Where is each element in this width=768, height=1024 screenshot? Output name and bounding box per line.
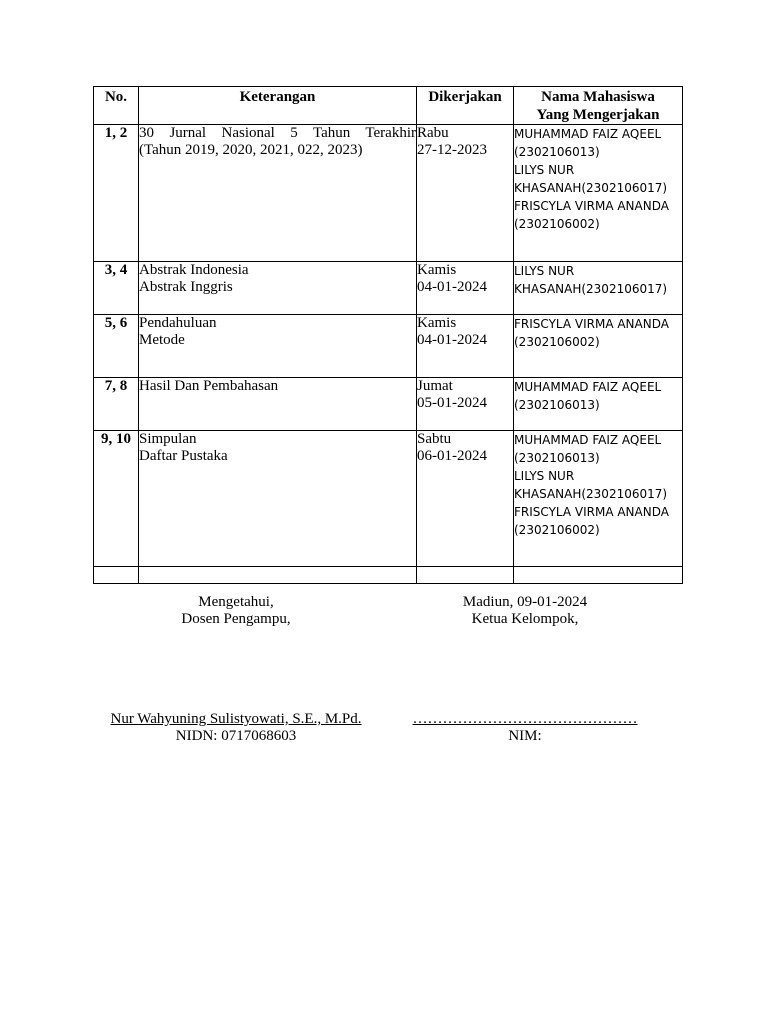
schedule-day: Kamis [417,315,457,331]
row-schedule [417,378,514,431]
header-dikerjakan: Dikerjakan [417,87,514,125]
row-description [139,315,417,378]
row-number: 7, 8 [94,378,139,431]
table-row [94,378,683,431]
header-nama-line2: Yang Mengerjakan [536,107,660,123]
task-table [93,86,683,584]
student-line: KHASANAH(2302106017) [514,487,668,501]
student-line: (2302106002) [514,335,600,349]
header-nama-mahasiswa [514,87,683,125]
schedule-date: 04-01-2024 [417,279,487,295]
student-line: MUHAMMAD FAIZ AQEEL [514,127,662,141]
schedule-date: 04-01-2024 [417,332,487,348]
empty-cell [139,567,417,584]
schedule-date: 05-01-2024 [417,395,487,411]
student-line: FRISCYLA VIRMA ANANDA [514,505,669,519]
schedule-day: Rabu [417,125,449,141]
signature-left-name-block [95,711,377,745]
row-description [139,262,417,315]
schedule-day: Kamis [417,262,457,278]
student-line: LILYS NUR [514,163,575,177]
student-line: FRISCYLA VIRMA ANANDA [514,199,669,213]
description-line: Simpulan [139,431,197,447]
description-line: (Tahun 2019, 2020, 2021, 022, 2023) [139,142,363,158]
row-number: 1, 2 [94,125,139,262]
row-schedule [417,125,514,262]
row-students [514,125,683,262]
student-line: KHASANAH(2302106017) [514,282,668,296]
student-line: MUHAMMAD FAIZ AQEEL [514,380,662,394]
description-line: Metode [139,332,185,348]
student-line: (2302106002) [514,217,600,231]
empty-cell [417,567,514,584]
row-students [514,262,683,315]
leader-nim: NIM: [508,728,542,744]
acknowledged-label: Mengetahui, [198,594,274,610]
table-row [94,315,683,378]
row-description [139,378,417,431]
lecturer-nidn: NIDN: 0717068603 [175,728,297,744]
place-date-label: Madiun, 09-01-2024 [462,594,588,610]
header-keterangan: Keterangan [139,87,417,125]
schedule-date: 27-12-2023 [417,142,487,158]
table-row [94,125,683,262]
description-line: Abstrak Inggris [139,279,233,295]
group-leader-label: Ketua Kelompok, [471,611,579,627]
schedule-day: Sabtu [417,431,452,447]
table-row [94,431,683,567]
signature-right-name-block [395,711,655,745]
row-number: 3, 4 [94,262,139,315]
student-line: LILYS NUR [514,469,575,483]
empty-cell [514,567,683,584]
student-line: (2302106013) [514,451,600,465]
description-line: 30 Jurnal Nasional 5 Tahun Terakhir [139,125,416,141]
row-number: 9, 10 [94,431,139,567]
header-nama-line1: Nama Mahasiswa [541,89,655,105]
signature-right-heading [395,594,655,628]
row-students [514,431,683,567]
student-line: (2302106013) [514,398,600,412]
table-row-empty [94,567,683,584]
student-line: KHASANAH(2302106017) [514,181,668,195]
row-students [514,378,683,431]
empty-cell [94,567,139,584]
student-line: MUHAMMAD FAIZ AQEEL [514,433,662,447]
student-line: (2302106002) [514,523,600,537]
schedule-day: Jumat [417,378,453,394]
description-line: Pendahuluan [139,315,217,331]
lecturer-role-label: Dosen Pengampu, [181,611,291,627]
student-line: FRISCYLA VIRMA ANANDA [514,317,669,331]
row-description [139,431,417,567]
row-schedule [417,262,514,315]
row-schedule [417,431,514,567]
signature-left-heading [95,594,377,628]
description-line: Hasil Dan Pembahasan [139,378,279,394]
schedule-date: 06-01-2024 [417,448,487,464]
row-description [139,125,417,262]
lecturer-name: Nur Wahyuning Sulistyowati, S.E., M.Pd. [110,711,362,727]
table-header-row [94,87,683,125]
leader-name-placeholder: ……………………………………… [412,711,638,727]
student-line: (2302106013) [514,145,600,159]
row-students [514,315,683,378]
description-line: Daftar Pustaka [139,448,228,464]
description-line: Abstrak Indonesia [139,262,249,278]
student-line: LILYS NUR [514,264,575,278]
row-schedule [417,315,514,378]
table-row [94,262,683,315]
header-no: No. [94,87,139,125]
row-number: 5, 6 [94,315,139,378]
